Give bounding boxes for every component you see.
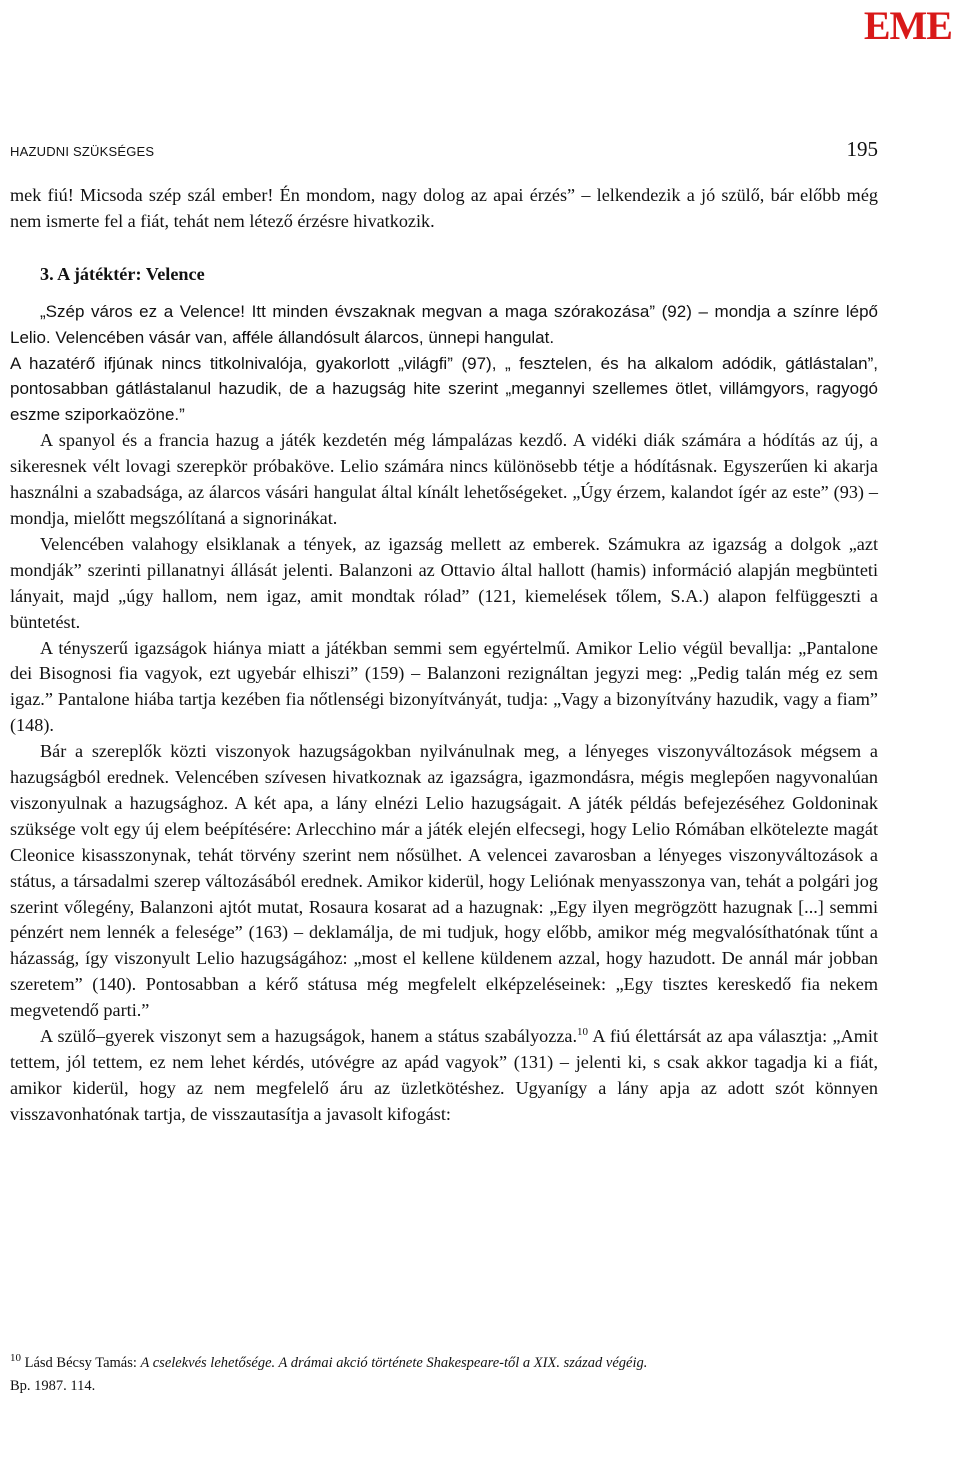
footnote-tail: Bp. 1987. 114. <box>10 1378 96 1394</box>
footnote <box>10 1352 878 1398</box>
paragraph: Bár a szereplők közti viszonyok hazugságokban nyilvánulnak meg, a lényeges viszonyváltozások mégsem a hazugságból erednek. Velencében szívesen hivatkoznak az igazságra, igazmondásra, mégis meglepően nagyvonalúan viszonyulnak a hazugsághoz. A két apa, a lány elnézi Lelio hazugságait. A játék példás befejezéséhez Goldoninak szüksége volt egy új elem beépítésére: Arlecchino már a játék elején elfecsegi, hogy Lelio Rómában elkötelezte magát Cleonice kisasszonynak, tehát törvény szerint nem nősülhet. A velencei zavarosban a lényeges viszonyváltozások a státus, a társadalmi szerep változásából erednek. Amikor kiderül, hogy Leliónak menyasszonya van, tehát a polgári jog szerint vőlegény, Balanzoni ajtót mutat, Rosaura kosarat ad a hazugnak: „Egy ilyen megrögzött hazugnak [...] semmi pénzért nem lennék a felesége” (163) – deklamálja, de mi tudjuk, hogy előbb, amikor még megvalósíthatónak tűnt a házasság, így viszonyult Lelio hazugságához: „most el kellene küldenem azzal, hogy hazudott. De annál már jobban szeretem” (140). Pontosabban a kérő státusa még megfelelt elképzeléseinek: „Egy tisztes kereskedő fia nekem megvetendő parti.” <box>10 741 878 1021</box>
footnote-ref: 10 <box>577 1026 589 1039</box>
paragraph: A hazatérő ifjúnak nincs titkolnivalója, gyakorlott „világfi” (97), „ fesztelen, és ha alkalom adódik, gátlástalan”, pontosabban gátlástalanul hazudik, de a hazugság hite szerint „megannyi szellemes ötlet, villámgyors, ragyogó eszme sziporkaözöne.” <box>10 353 878 425</box>
paragraph <box>10 1024 878 1128</box>
paragraph: Velencében valahogy elsiklanak a tények, az igazság mellett az emberek. Számukra az igazság a dolgok „azt mondják” szerinti pillanatnyi állását jelenti. Balanzoni az Ottavio által hallott (hamis) információ alapján megbünteti lányait, majd „úgy hallom, nem igaz, amit mondtak rólad” (121, kiemelések tőlem, S.A.) alapon felfüggeszti a büntetést. <box>10 533 878 632</box>
body-text <box>10 183 878 1128</box>
footnote-title: A cselekvés lehetősége. A drámai akció története Shakespeare-től a XIX. század végéig. <box>140 1355 648 1371</box>
paragraph-text: A fiú élettársát az apa választja: „Amit tettem, jól tettem, ez nem lehet kérdés, utóvégre az apád vagyok” (131) – jelenti ki, s csak akkor tagadja ki a fiát, amikor kiderül, hogy az nem megfelelő áru az üzletkötéshez. Ugyanígy a lány apja az adott szót könnyen visszavonhatónak tartja, de visszautasítja a javasolt kifogást: <box>10 1026 878 1124</box>
footnote-lead: Lásd Bécsy Tamás: <box>21 1355 141 1371</box>
paragraph-text: A szülő–gyerek viszonyt sem a hazugságok, hanem a státus szabályozza. <box>40 1026 578 1047</box>
footnote-number: 10 <box>10 1352 21 1365</box>
eme-logo: EME <box>863 3 952 48</box>
page-number: 195 <box>846 137 878 161</box>
paragraph: A spanyol és a francia hazug a játék kezdetén még lámpalázas kezdő. A vidéki diák számára a hódítás az új, a sikeresnek vélt lovagi szerepkör próbaköve. Lelio számára nincs különösebb tétje a hódításnak. Egyszerűen ki akarja használni a szabadsága, az álarcos vásári hangulat által kínált lehetőségeket. „Úgy érzem, kalandot ígér az este” (93) – mondja, mielőtt megszólítaná a signorinákat. <box>10 430 878 528</box>
paragraph: A tényszerű igazságok hiánya miatt a játékban semmi sem egyértelmű. Amikor Lelio végül bevallja: „Pantalone dei Bisognosi fia vagyok, ezt ugyebár elhiszi” (159) – Balanzoni rezignáltan jegyzi meg: „Pedig talán még ez sem igaz.” Pantalone hiába tartja kezében fia nőtlenségi bizonyítványát, tudja: „Vagy a bizonyítvány hazudik, vagy a fiam” (148). <box>10 637 878 736</box>
section-heading: 3. A játéktér: Velence <box>40 263 205 284</box>
running-head: HAZUDNI SZÜKSÉGES <box>10 144 155 159</box>
paragraph: mek fiú! Micsoda szép szál ember! Én mondom, nagy dolog az apai érzés” – lelkendezik a jó szülő, bár előbb még nem ismerte fel a fiát, tehát nem létező érzésre hivatkozik. <box>10 185 878 231</box>
paragraph: „Szép város ez a Velence! Itt minden évszaknak megvan a maga szórakozása” (92) – mondja a színre lépő Lelio. Velencében vásár van, afféle állandósult álarcos, ünnepi hangulat. <box>10 301 878 347</box>
